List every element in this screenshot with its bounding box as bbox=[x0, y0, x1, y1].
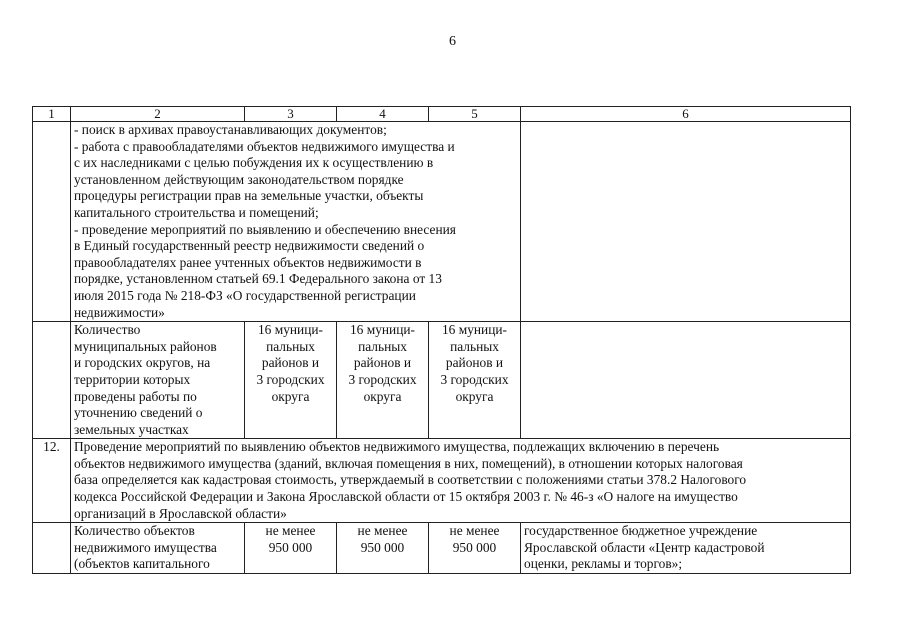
col-number-6: 6 bbox=[521, 107, 851, 122]
value-line: пальных bbox=[358, 338, 407, 354]
executor-line: государственное бюджетное учреждение bbox=[524, 523, 758, 539]
item-12-line: организаций в Ярославской области» bbox=[74, 505, 287, 521]
indicator-name-line: и городских округов, на bbox=[74, 355, 211, 371]
value-line: 950 000 bbox=[360, 539, 405, 555]
col-number-1: 1 bbox=[33, 107, 71, 122]
col-number-5: 5 bbox=[429, 107, 521, 122]
value-line: районов и bbox=[261, 355, 320, 371]
col-number-4: 4 bbox=[337, 107, 429, 122]
value-line: 16 муници- bbox=[257, 322, 324, 338]
value-line: округа bbox=[455, 388, 494, 404]
value-line: 950 000 bbox=[268, 539, 313, 555]
measures-text-cell bbox=[71, 122, 521, 322]
value-line: 16 муници- bbox=[349, 322, 416, 338]
value-line: округа bbox=[271, 388, 310, 404]
col-number-2: 2 bbox=[71, 107, 245, 122]
value-line: 950 000 bbox=[452, 539, 497, 555]
plan-table bbox=[32, 106, 851, 574]
measures-line: правообладателях ранее учтенных объектов недвижимости в bbox=[74, 254, 422, 270]
measures-line: - поиск в архивах правоустанавливающих документов; bbox=[74, 122, 387, 137]
row-number-12: 12. bbox=[33, 439, 71, 523]
item-12-line: база определяется как кадастровая стоимость, утверждаемый в соответствии с положениями статьи 378.2 Налогового bbox=[74, 472, 747, 488]
measures-line: - проведение мероприятий по выявлению и обеспечению внесения bbox=[74, 221, 456, 237]
executor-cell bbox=[521, 322, 851, 439]
executor-cell bbox=[521, 523, 851, 574]
indicator-name-line: земельных участках bbox=[74, 421, 189, 437]
indicator-row-2 bbox=[33, 523, 851, 574]
indicator-row bbox=[33, 322, 851, 439]
measures-line: порядке, установленном статьей 69.1 Федерального закона от 13 bbox=[74, 271, 442, 287]
value-line: не менее bbox=[265, 523, 316, 539]
value-year-3-cell bbox=[429, 322, 521, 439]
value-line: не менее bbox=[449, 523, 500, 539]
indicator-name-cell bbox=[71, 523, 245, 574]
value-year-3-cell bbox=[429, 523, 521, 574]
value-line: районов и bbox=[445, 355, 504, 371]
value-year-1-cell bbox=[245, 523, 337, 574]
value-line: 16 муници- bbox=[441, 322, 508, 338]
measures-line: недвижимости» bbox=[74, 304, 165, 320]
measures-line: июля 2015 года № 218-ФЗ «О государственной регистрации bbox=[74, 287, 416, 303]
value-line: 3 городских bbox=[256, 371, 325, 387]
item-12-line: кодекса Российской Федерации и Закона Ярославской области от 15 октября 2003 г. № 46-з «О налоге на имущество bbox=[74, 489, 738, 505]
indicator-name-cell bbox=[71, 322, 245, 439]
value-line: 3 городских bbox=[348, 371, 417, 387]
item-12-row bbox=[33, 439, 851, 523]
executor-cell bbox=[521, 122, 851, 322]
value-year-2-cell bbox=[337, 322, 429, 439]
row-number-cell bbox=[33, 523, 71, 574]
value-year-1-cell bbox=[245, 322, 337, 439]
item-12-line: объектов недвижимого имущества (зданий, включая помещения в них, помещений), в отношении которых налоговая bbox=[74, 455, 743, 471]
column-number-row bbox=[33, 107, 851, 122]
measures-row bbox=[33, 122, 851, 322]
indicator-name-line: недвижимого имущества bbox=[74, 539, 217, 555]
measures-line: в Единый государственный реестр недвижимости сведений о bbox=[74, 238, 425, 254]
measures-line: процедуры регистрации прав на земельные участки, объекты bbox=[74, 188, 424, 204]
indicator-name-line: муниципальных районов bbox=[74, 338, 217, 354]
measures-line: - работа с правообладателями объектов недвижимого имущества и bbox=[74, 138, 455, 154]
indicator-name-line: (объектов капитального bbox=[74, 556, 210, 572]
indicator-name-line: территории которых bbox=[74, 371, 191, 387]
value-line: пальных bbox=[450, 338, 499, 354]
item-12-text-cell bbox=[71, 439, 851, 523]
item-12-line: Проведение мероприятий по выявлению объектов недвижимого имущества, подлежащих включению в перечень bbox=[74, 439, 720, 455]
measures-line: капитального строительства и помещений; bbox=[74, 204, 319, 220]
indicator-name-line: Количество объектов bbox=[74, 523, 195, 539]
executor-line: оценки, рекламы и торгов»; bbox=[524, 556, 683, 572]
value-line: не менее bbox=[357, 523, 408, 539]
row-number-cell bbox=[33, 322, 71, 439]
page-number: 6 bbox=[449, 34, 456, 49]
value-line: 3 городских bbox=[440, 371, 509, 387]
value-line: районов и bbox=[353, 355, 412, 371]
col-number-3: 3 bbox=[245, 107, 337, 122]
indicator-name-line: уточнению сведений о bbox=[74, 405, 203, 421]
row-number-cell bbox=[33, 122, 71, 322]
value-year-2-cell bbox=[337, 523, 429, 574]
value-line: пальных bbox=[266, 338, 315, 354]
indicator-name-line: проведены работы по bbox=[74, 388, 197, 404]
measures-line: установленном действующим законодательством порядке bbox=[74, 171, 404, 187]
indicator-name-line: Количество bbox=[74, 322, 141, 338]
measures-line: с их наследниками с целью побуждения их к осуществлению в bbox=[74, 155, 434, 171]
executor-line: Ярославской области «Центр кадастровой bbox=[524, 539, 765, 555]
value-line: округа bbox=[363, 388, 402, 404]
